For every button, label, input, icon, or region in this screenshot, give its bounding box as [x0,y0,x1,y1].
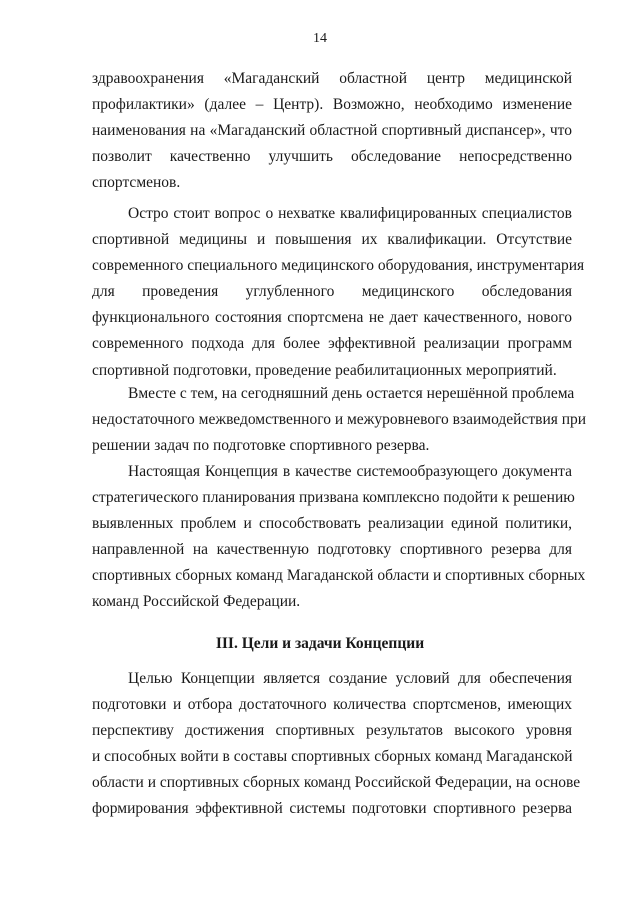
section-heading: III. Цели и задачи Концепции [215,635,425,652]
paragraph-line: современного подхода для более эффективной реализации программ [92,335,572,353]
paragraph-3 [92,381,587,459]
section-paragraph [92,666,581,823]
paragraph-line: решении задач по подготовке спортивного резерва. [92,437,430,455]
paragraph-line: здравоохранения «Магаданский областной центр медицинской [92,70,572,87]
paragraph-line: функционального состояния спортсмена не дает качественного, нового [92,309,572,327]
paragraph-4 [92,459,586,616]
page-number: 14 [313,31,327,46]
paragraph-line: команд Российской Федерации. [92,593,301,611]
paragraph-line: и способных войти в составы спортивных сборных команд Магаданской [92,748,573,766]
paragraph-line: области и спортивных сборных команд Российской Федерации, на основе [92,774,581,792]
paragraph-line: наименования на «Магаданский областной спортивный диспансер», что [92,122,572,140]
paragraph-line: Настоящая Концепция в качестве системообразующего документа [128,463,572,480]
paragraph-line: Остро стоит вопрос о нехватке квалифицированных специалистов [128,205,572,222]
paragraph-line: профилактики» (далее – Центр). Возможно, необходимо изменение [92,96,572,114]
paragraph-line: перспективу достижения спортивных результатов высокого уровня [92,722,572,740]
paragraph-line: Вместе с тем, на сегодняшний день остается нерешённой проблема [128,385,575,402]
paragraph-line: формирования эффективной системы подготовки спортивного резерва [92,800,572,818]
paragraph-line: выявленных проблем и способствовать реализации единой политики, [92,515,572,533]
paragraph-line: стратегического планирования призвана комплексно подойти к решению [92,489,575,507]
paragraph-line: спортивных сборных команд Магаданской области и спортивных сборных [92,567,586,585]
paragraph-line: направленной на качественную подготовку спортивного резерва для [92,541,572,559]
paragraph-line: для проведения углубленного медицинского обследования [92,283,572,301]
paragraph-line: позволит качественно улучшить обследование непосредственно [92,148,572,166]
paragraph-line: спортсменов. [92,174,181,192]
paragraph-1 [92,66,572,196]
paragraph-2 [92,201,585,384]
paragraph-line: подготовки и отбора достаточного количества спортсменов, имеющих [92,696,572,714]
paragraph-line: Целью Концепции является создание условий для обеспечения [128,670,572,687]
paragraph-line: спортивной подготовки, проведение реабилитационных мероприятий. [92,361,557,379]
paragraph-line: недостаточного межведомственного и межуровневого взаимодействия при [92,411,587,429]
paragraph-line: спортивной медицины и повышения их квалификации. Отсутствие [92,231,572,249]
paragraph-line: современного специального медицинского оборудования, инструментария [92,257,585,275]
